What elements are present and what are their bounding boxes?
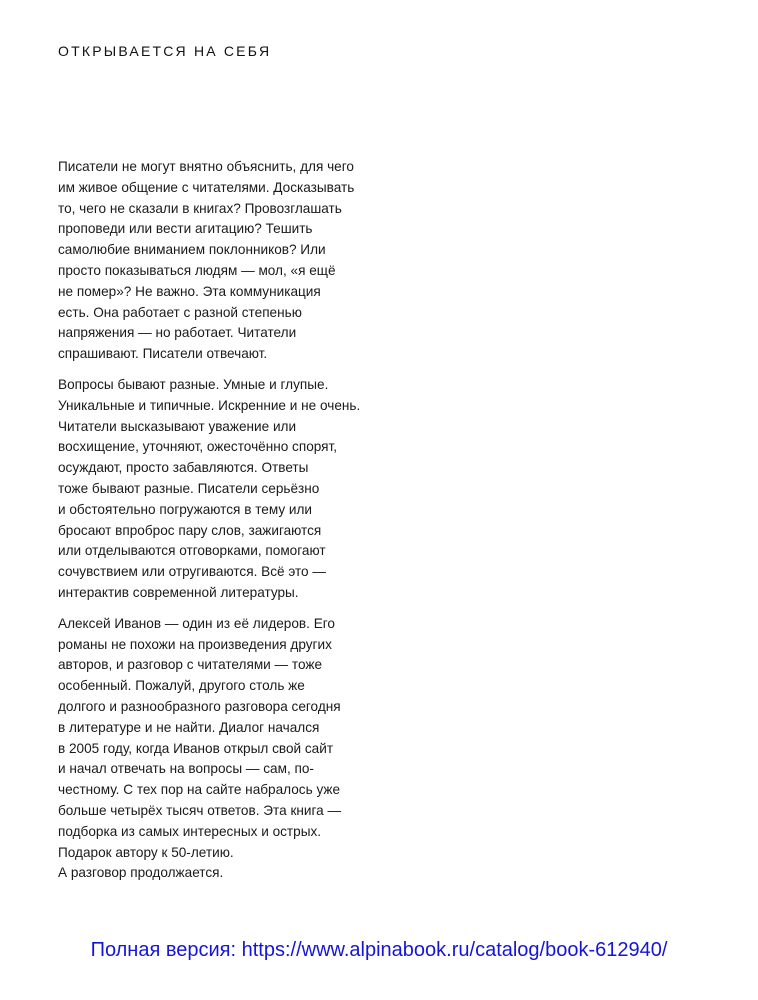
- text-line: Алексей Иванов — один из её лидеров. Его: [58, 615, 335, 631]
- text-line: интерактив современной литературы.: [58, 584, 299, 600]
- body-text: [58, 157, 378, 894]
- text-line: особенный. Пожалуй, другого столь же: [58, 678, 305, 694]
- text-line: есть. Она работает с разной степенью: [58, 304, 302, 320]
- text-line: больше четырёх тысяч ответов. Эта книга —: [58, 802, 342, 818]
- full-version-link[interactable]: Полная версия: https://www.alpinabook.ru/catalog/book-612940/: [90, 939, 668, 961]
- text-line: А разговор продолжается.: [58, 865, 224, 881]
- text-line: восхищение, уточняют, ожесточённо спорят,: [58, 439, 338, 455]
- text-line: и обстоятельно погружаются в тему или: [58, 501, 313, 517]
- text-line: проповеди или вести агитацию? Тешить: [58, 221, 313, 237]
- paragraph-3: [58, 614, 378, 884]
- text-line: и начал отвечать на вопросы — сам, по-: [58, 761, 314, 777]
- text-line: бросают впроброс пару слов, зажигаются: [58, 522, 322, 538]
- text-line: не помер»? Не важно. Эта коммуникация: [58, 283, 321, 299]
- text-line: Подарок автору к 50-летию.: [58, 844, 234, 860]
- text-line: авторов, и разговор с читателями — тоже: [58, 657, 323, 673]
- paragraph-1: [58, 157, 378, 365]
- text-line: напряжения — но работает. Читатели: [58, 325, 297, 341]
- text-line: просто показываться людям — мол, «я ещё: [58, 262, 336, 278]
- text-line: Читатели высказывают уважение или: [58, 418, 297, 434]
- text-line: спрашивают. Писатели отвечают.: [58, 346, 268, 362]
- text-line: Писатели не могут внятно объяснить, для чего: [58, 159, 354, 174]
- text-line: долгого и разнообразного разговора сегодня: [58, 698, 341, 714]
- text-line: в литературе и не найти. Диалог начался: [58, 719, 320, 735]
- text-line: подборка из самых интересных и острых.: [58, 823, 322, 839]
- text-line: или отделываются отговорками, помогают: [58, 543, 326, 559]
- text-line: сочувствием или отругиваются. Всё это —: [58, 564, 326, 580]
- page-heading: ОТКРЫВАЕТСЯ НА СЕБЯ: [58, 43, 272, 59]
- paragraph-2: [58, 375, 378, 604]
- text-line: в 2005 году, когда Иванов открыл свой сайт: [58, 740, 334, 756]
- text-line: Уникальные и типичные. Искренние и не очень.: [58, 397, 361, 413]
- text-line: честному. С тех пор на сайте набралось уже: [58, 782, 341, 798]
- text-line: Вопросы бывают разные. Умные и глупые.: [58, 376, 329, 392]
- text-line: самолюбие вниманием поклонников? Или: [58, 242, 326, 258]
- text-line: им живое общение с читателями. Досказывать: [58, 179, 355, 195]
- text-line: то, чего не сказали в книгах? Провозглашать: [58, 200, 342, 216]
- text-line: тоже бывают разные. Писатели серьёзно: [58, 480, 320, 496]
- text-line: романы не похожи на произведения других: [58, 636, 332, 652]
- text-line: осуждают, просто забавляются. Ответы: [58, 460, 309, 476]
